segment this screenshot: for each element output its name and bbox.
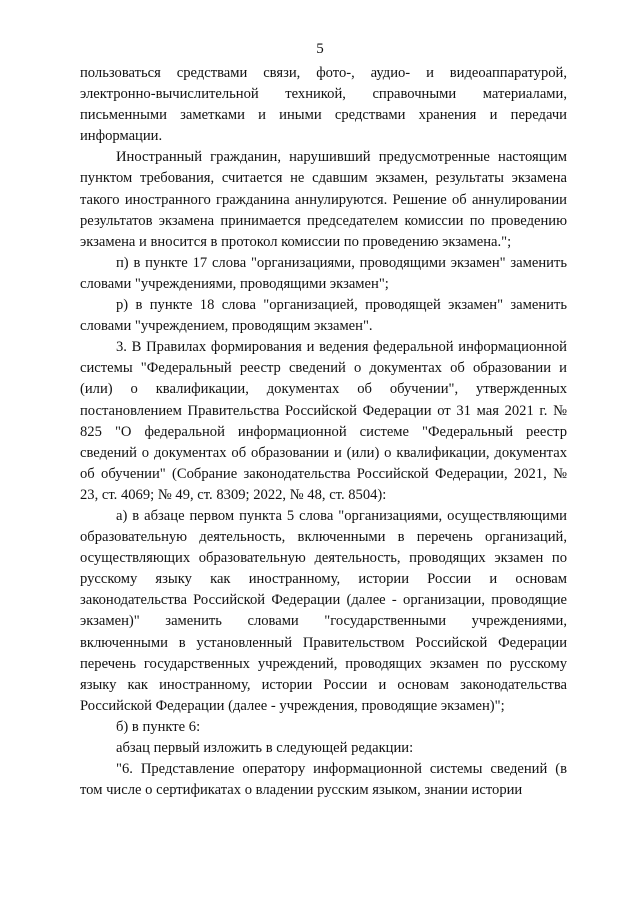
paragraph-first-clause: абзац первый изложить в следующей редакции: [116,740,414,756]
paragraph-item-p: п) в пункте 17 слова "организациями, проводящими экзамен" заменить словами "учреждениями, проводящими экзамен"; [80,254,567,292]
paragraph-item-b: б) в пункте 6: [116,718,201,735]
paragraph-continuation: пользоваться средствами связи, фото-, аудио- и видеоаппаратурой, электронно-вычислительной техникой, справочными материалами, письменными заметками и иными средствами хранения и передачи информации. [80,65,567,145]
paragraph-clause-6: "6. Представление оператору информационной системы сведений (в том числе о сертификатах о владении русским языком, знании истории [80,761,567,799]
page-number: 5 [316,41,324,57]
paragraph-item-a: а) в абзаце первом пункта 5 слова "организациями, осуществляющими образовательную деятельность, включенными в перечень организаций, осуществляющих образовательную деятельность, проводящих экзамен по русскому языку как иностранному, истории России и основам законодательства Российской Федерации (далее - организации, проводящие экзамен)" заменить словами "государственными учреждениями, включенными в установленный Правительством Российской Федерации перечень государственных учреждений, проводящих экзамен по русскому языку как иностранному, истории России и основам законодательства Российской Федерации (далее - учреждения, проводящие экзамен)"; [80,507,567,714]
paragraph-item-r: р) в пункте 18 слова "организацией, проводящей экзамен" заменить словами "учреждением, проводящим экзамен". [80,297,567,335]
paragraph-foreign-citizen: Иностранный гражданин, нарушивший предусмотренные настоящим пунктом требования, считается не сдавшим экзамен, результаты экзамена такого иностранного гражданина аннулируются. Решение об аннулировании результатов экзамена принимается председателем комиссии по проведению экзамена и вносится в протокол комиссии по проведению экзамена."; [80,149,567,250]
document-body [80,63,567,801]
paragraph-section-3: 3. В Правилах формирования и ведения федеральной информационной системы "Федеральный реестр сведений о документах об образовании и (или) о квалификации, документах об обучении", утвержденных постановлением Правительства Российской Федерации от 31 мая 2021 г. № 825 "О федеральной информационной системе "Федеральный реестр сведений о документах об образовании и (или) о квалификации, документах об обучении" (Собрание законодательства Российской Федерации, 2021, № 23, ст. 4069; № 49, ст. 8309; 2022, № 48, ст. 8504): [80,339,567,503]
